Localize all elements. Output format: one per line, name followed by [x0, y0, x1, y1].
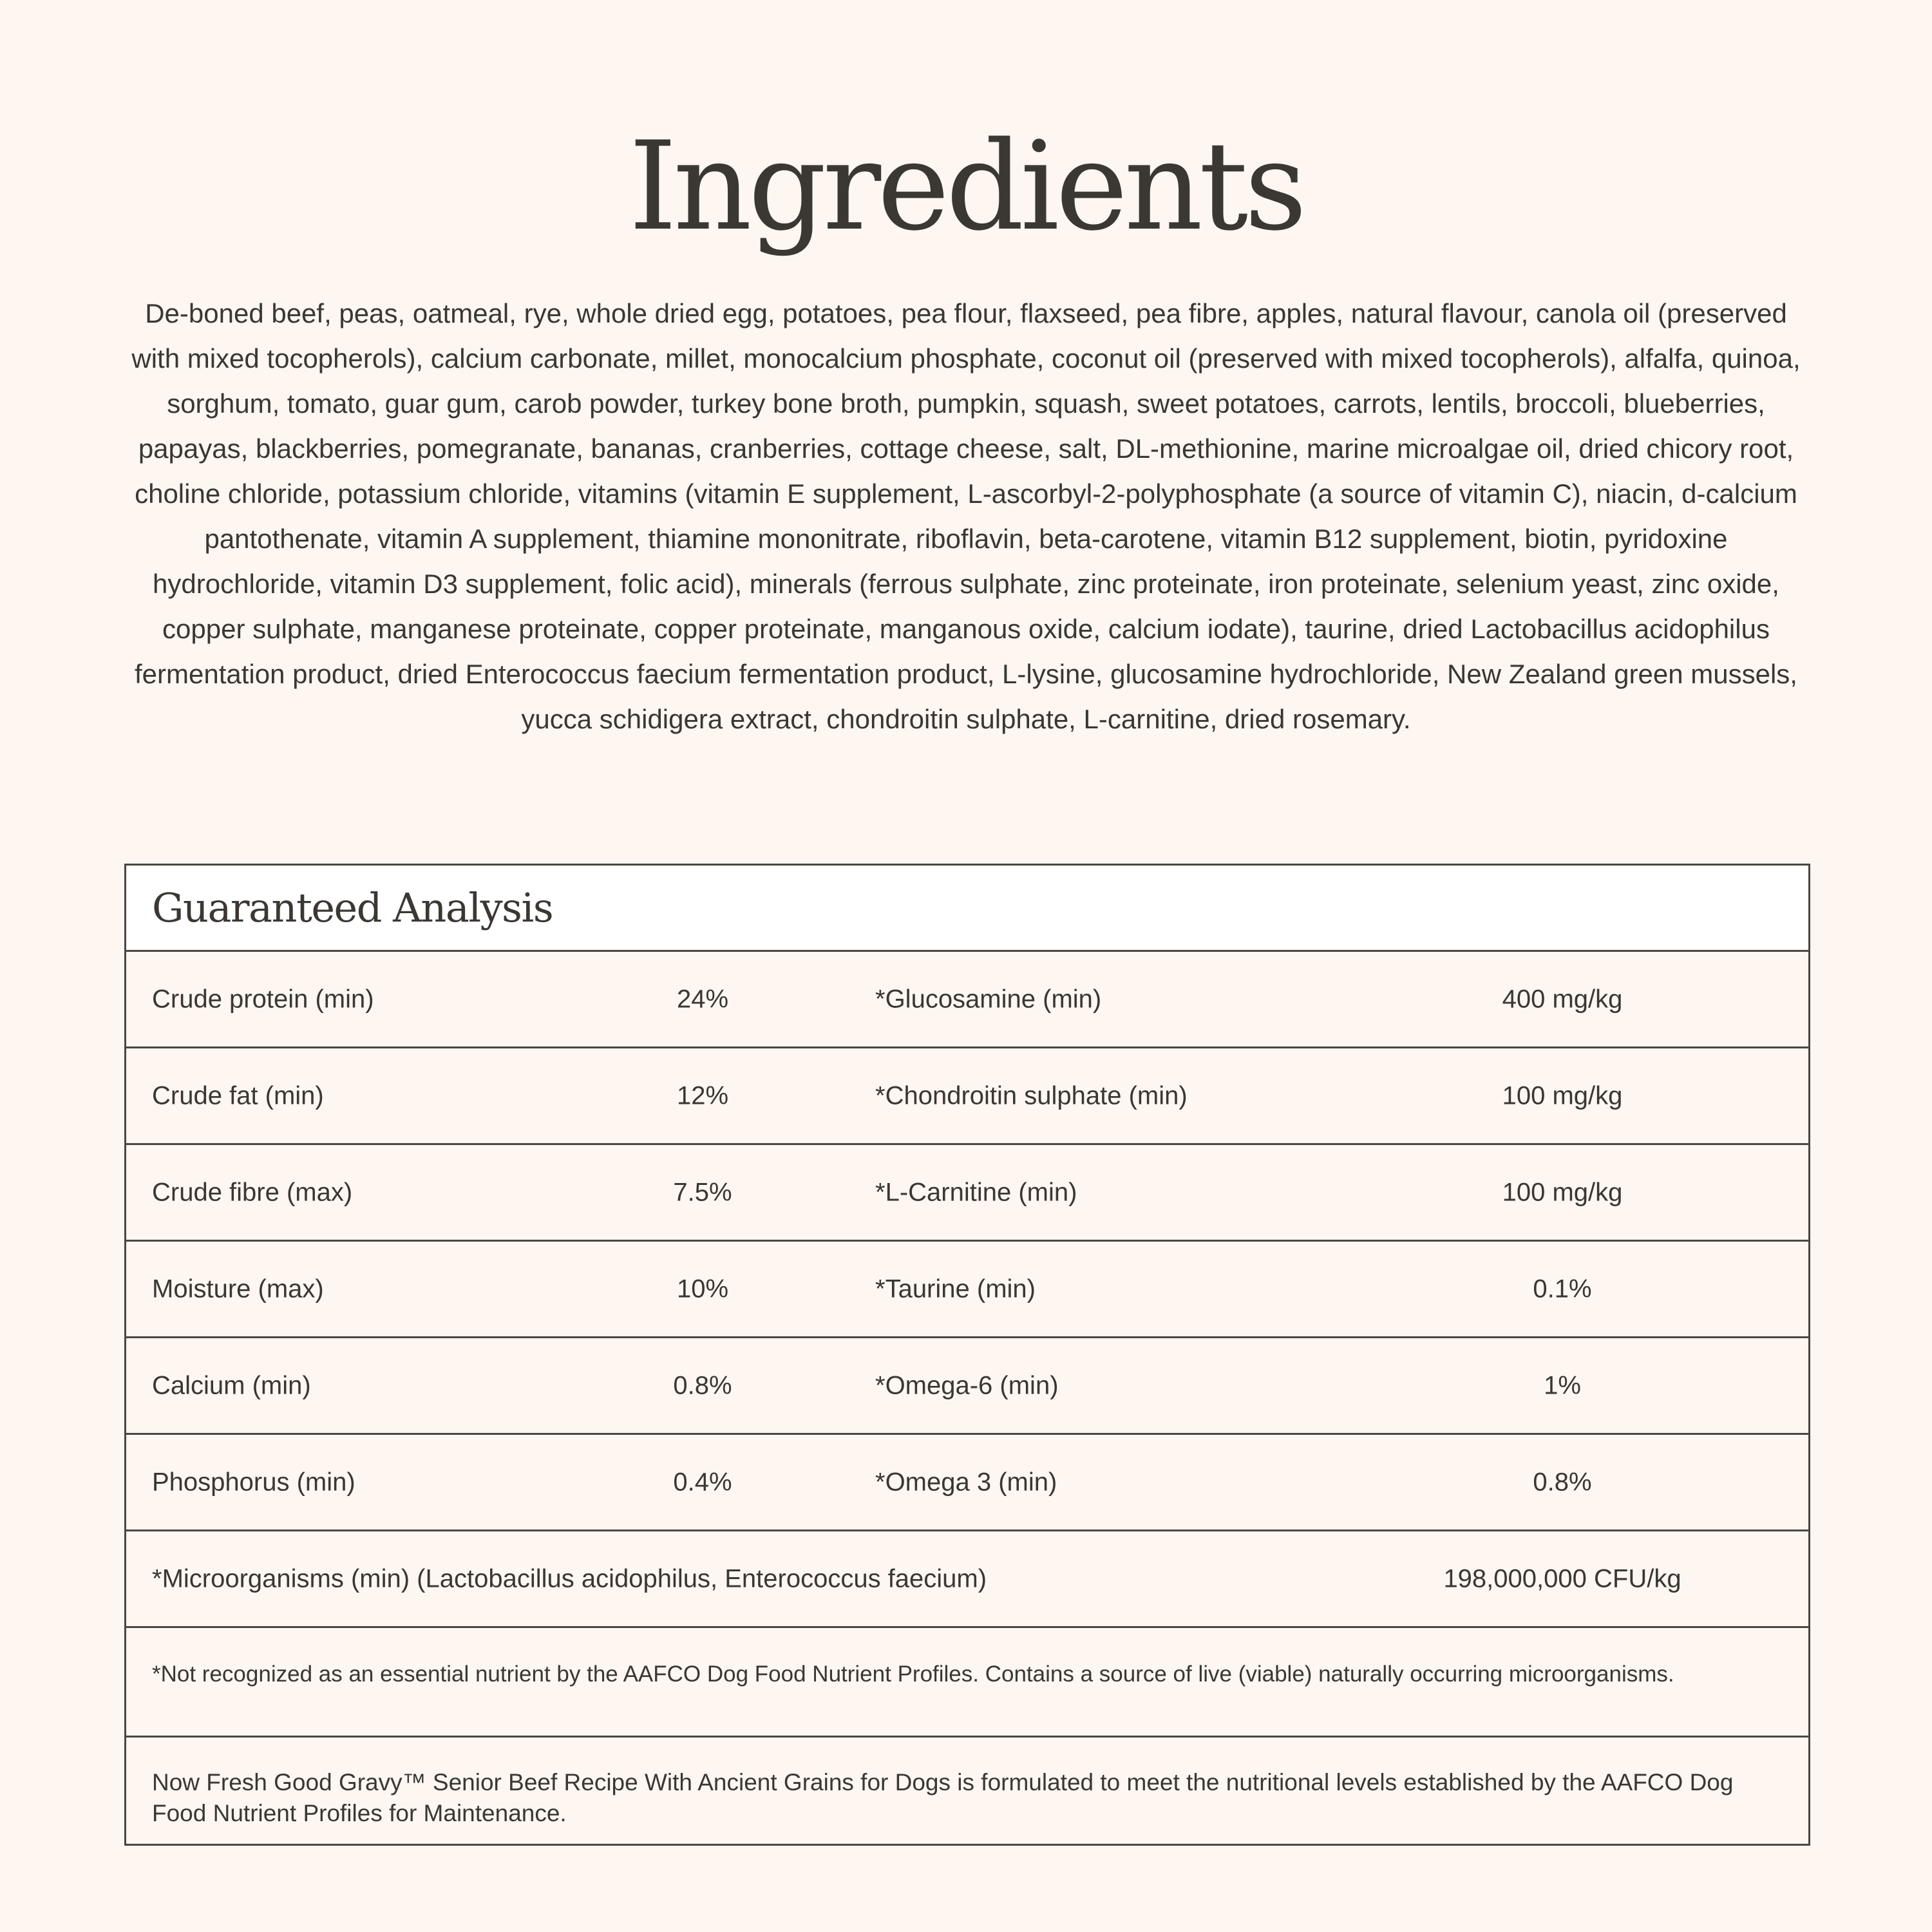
nutrient-value: 1%	[1544, 1371, 1581, 1399]
nutrient-value: 7.5%	[673, 1178, 732, 1206]
nutrient-label: *Omega-6 (min)	[875, 1371, 1059, 1399]
page-title: Ingredients	[629, 115, 1303, 258]
nutrient-label: Phosphorus (min)	[152, 1468, 355, 1496]
nutrient-label: *Glucosamine (min)	[875, 985, 1102, 1013]
nutrient-value: 100 mg/kg	[1502, 1081, 1623, 1110]
nutrient-label: Crude fat (min)	[152, 1081, 324, 1110]
nutrient-value: 0.1%	[1533, 1274, 1592, 1303]
aafco-statement: Now Fresh Good Gravy™ Senior Beef Recipe With Ancient Grains for Dogs is formulated to meet the nutritional levels established by the AAFCO Dog Food Nutrient Profiles for Maintenance.	[152, 1769, 1734, 1826]
microorganisms-row	[126, 1531, 1808, 1628]
nutrient-value: 0.8%	[1533, 1468, 1592, 1496]
nutrient-value: 400 mg/kg	[1502, 985, 1623, 1013]
nutrient-label: Crude protein (min)	[152, 985, 374, 1013]
nutrient-label: Moisture (max)	[152, 1274, 324, 1303]
nutrient-label: Calcium (min)	[152, 1371, 311, 1399]
nutrient-value: 0.4%	[673, 1468, 732, 1496]
table-row	[126, 1435, 1808, 1531]
nutrient-label: *Taurine (min)	[875, 1274, 1036, 1303]
table-row	[126, 1242, 1808, 1338]
nutrient-value: 24%	[676, 985, 729, 1013]
table-row	[126, 952, 1808, 1048]
nutrient-value: 12%	[676, 1081, 729, 1110]
nutrient-label: *L-Carnitine (min)	[875, 1178, 1077, 1206]
footnote: *Not recognized as an essential nutrient by the AAFCO Dog Food Nutrient Profiles. Contains a source of live (viable) naturally occurring microorganisms.	[126, 1628, 1808, 1738]
table-row	[126, 1338, 1808, 1435]
nutrient-label: *Chondroitin sulphate (min)	[875, 1081, 1188, 1110]
microorganisms-value: 198,000,000 CFU/kg	[1443, 1564, 1681, 1593]
ingredients-list: De-boned beef, peas, oatmeal, rye, whole dried egg, potatoes, pea flour, flaxseed, pea fibre, apples, natural flavour, canola oil (preserved with mixed tocopherols), calcium carbonate, millet, monocalcium phosphate, coconut oil (preserved with mixed tocopherols), alfalfa, quinoa, sorghum, tomato, guar gum, carob powder, turkey bone broth, pumpkin, squash, sweet potatoes, carrots, lentils, broccoli, blueberries, papayas, blackberries, pomegranate, bananas, cranberries, cottage cheese, salt, DL-methionine, marine microalgae oil, dried chicory root, choline chloride, potassium chloride, vitamins (vitamin E supplement, L-ascorbyl-2-polyphosphate (a source of vitamin C), niacin, d-calcium pantothenate, vitamin A supplement, thiamine mononitrate, riboflavin, beta-carotene, vitamin B12 supplement, biotin, pyridoxine hydrochloride, vitamin D3 supplement, folic acid), minerals (ferrous sulphate, zinc proteinate, iron proteinate, selenium yeast, zinc oxide, copper sulphate, manganese proteinate, copper proteinate, manganous oxide, calcium iodate), taurine, dried Lactobacillus acidophilus fermentation product, dried Enterococcus faecium fermentation product, L-lysine, glucosamine hydrochloride, New Zealand green mussels, yucca schidigera extract, chondroitin sulphate, L-carnitine, dried rosemary.	[131, 298, 1801, 734]
guaranteed-analysis-table	[124, 864, 1810, 1846]
nutrient-value: 100 mg/kg	[1502, 1178, 1623, 1206]
nutrient-value: 10%	[676, 1274, 729, 1303]
microorganisms-label: *Microorganisms (min) (Lactobacillus acidophilus, Enterococcus faecium)	[152, 1564, 987, 1593]
table-row	[126, 1145, 1808, 1242]
analysis-title: Guaranteed Analysis	[152, 884, 553, 931]
nutrient-label: Crude fibre (max)	[152, 1178, 353, 1206]
nutrient-value: 0.8%	[673, 1371, 732, 1399]
table-row	[126, 1048, 1808, 1145]
analysis-header	[126, 866, 1808, 952]
nutrient-label: *Omega 3 (min)	[875, 1468, 1057, 1496]
